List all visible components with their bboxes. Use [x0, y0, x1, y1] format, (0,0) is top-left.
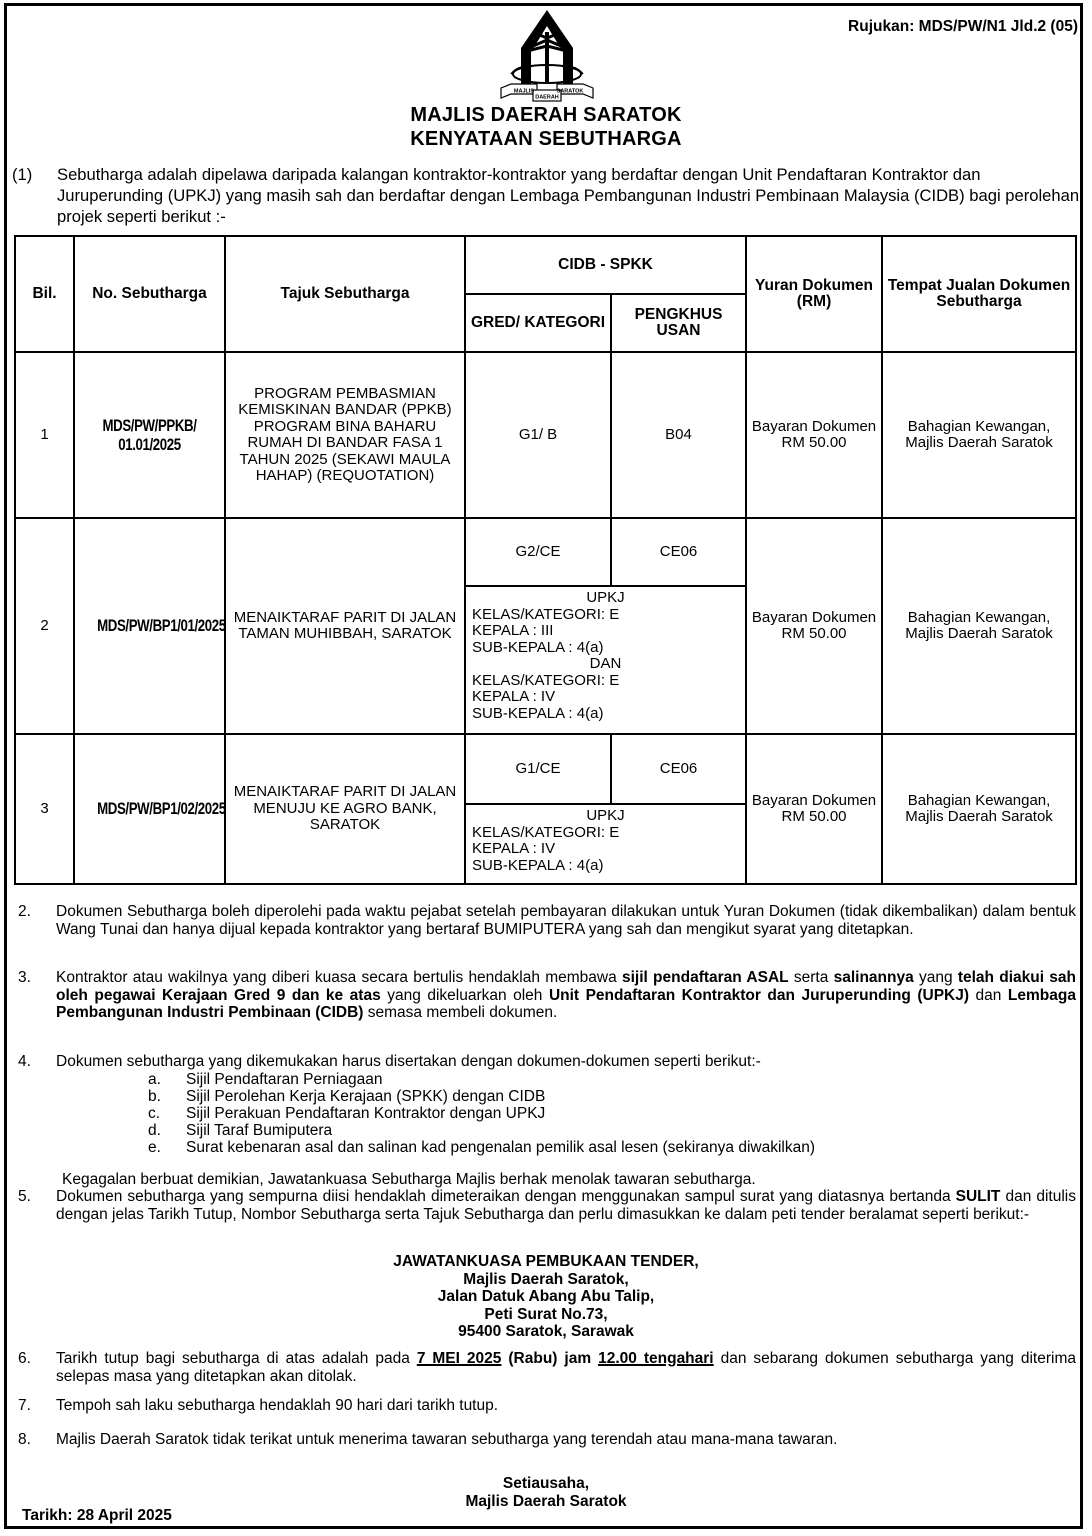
header-bil: Bil.	[15, 236, 74, 352]
row-tajuk: PROGRAM PEMBASMIAN KEMISKINAN BANDAR (PPKB) PROGRAM BINA BAHARU RUMAH DI BANDAR FASA 1 TAHUN 2025 (SEKAWI MAULA HAHAP) (REQUOTATION)	[225, 352, 465, 518]
required-documents-list	[148, 1071, 815, 1156]
failure-notice: Kegagalan berbuat demikian, Jawatankuasa Sebutharga Majlis berhak menolak tawaran sebutharga.	[62, 1171, 756, 1188]
header-pengkhususan: PENGKHUS USAN	[611, 294, 746, 352]
header-gred: GRED/ KATEGORI	[465, 294, 611, 352]
row-bil: 2	[15, 518, 74, 734]
row-tajuk: MENAIKTARAF PARIT DI JALAN MENUJU KE AGRO BANK, SARATOK	[225, 734, 465, 884]
tender-box-address: JAWATANKUASA PEMBUKAAN TENDER, Majlis Daerah Saratok, Jalan Datuk Abang Abu Talip, Peti Surat No.73, 95400 Saratok, Sarawak	[393, 1253, 699, 1340]
table-row	[15, 518, 1076, 586]
signatory-org: Majlis Daerah Saratok	[465, 1492, 627, 1510]
intro-paragraph	[12, 164, 1080, 227]
row-gred: G2/CE	[465, 518, 611, 586]
clause-7: 7. Tempoh sah laku sebutharga hendaklah 90 hari dari tarikh tutup.	[18, 1397, 499, 1414]
row-no: MDS/PW/PPKB/ 01.01/2025	[74, 352, 225, 518]
clause-6: 6. Tarikh tutup bagi sebutharga di atas adalah pada 7 MEI 2025 (Rabu) jam 12.00 tengahari dan sebarang dokumen sebutharga yang diterima selepas masa yang ditetapkan akan ditolak.	[18, 1350, 1076, 1385]
row-tempat: Bahagian Kewangan, Majlis Daerah Saratok	[882, 734, 1076, 884]
council-name: MAJLIS DAERAH SARATOK	[410, 104, 682, 126]
intro-number: (1)	[12, 165, 33, 184]
row-yuran: Bayaran Dokumen RM 50.00	[746, 734, 882, 884]
row-no: MDS/PW/BP1/01/2025	[74, 518, 225, 734]
clause-4: 4. Dokumen sebutharga yang dikemukakan harus disertakan dengan dokumen-dokumen seperti berikut:-	[18, 1053, 761, 1070]
row-pengkhususan: CE06	[611, 734, 746, 804]
closing-time: 12.00 tengahari	[598, 1350, 714, 1367]
list-item: d. Sijil Taraf Bumiputera	[148, 1122, 333, 1139]
table-row	[15, 352, 1076, 518]
row-bil: 1	[15, 352, 74, 518]
row-tempat: Bahagian Kewangan, Majlis Daerah Saratok	[882, 518, 1076, 734]
closing-date: 7 MEI 2025	[416, 1350, 502, 1367]
logo-text-daerah: DAERAH	[535, 94, 559, 101]
list-item: c. Sijil Perakuan Pendaftaran Kontraktor dengan UPKJ	[148, 1105, 546, 1122]
row-yuran: Bayaran Dokumen RM 50.00	[746, 352, 882, 518]
header-tajuk: Tajuk Sebutharga	[225, 236, 465, 352]
header-tempat: Tempat Jualan Dokumen Sebutharga	[882, 236, 1076, 352]
list-item: a. Sijil Pendaftaran Perniagaan	[148, 1071, 383, 1088]
row-pengkhususan: CE06	[611, 518, 746, 586]
logo-text-majlis: MAJLIS	[513, 88, 535, 95]
clause-8: 8. Majlis Daerah Saratok tidak terikat untuk menerima tawaran sebutharga yang terendah atau mana-mana tawaran.	[18, 1431, 838, 1448]
row-bil: 3	[15, 734, 74, 884]
header-yuran: Yuran Dokumen (RM)	[746, 236, 882, 352]
row-gred: G1/CE	[465, 734, 611, 804]
clause-2: 2. Dokumen Sebutharga boleh diperolehi pada waktu pejabat setelah pembayaran dilakukan untuk Yuran Dokumen (tidak dikembalikan) dalam bentuk Wang Tunai dan hanya dijual kepada kontraktor yang bertaraf BUMIPUTERA yang sah dan mengikut syarat yang ditetapkan.	[18, 903, 1076, 938]
row-no: MDS/PW/BP1/02/2025	[74, 734, 225, 884]
clause-3: 3. Kontraktor atau wakilnya yang diberi kuasa secara bertulis hendaklah membawa sijil pendaftaran ASAL serta salinannya yang telah diakui sah oleh pegawai Kerajaan Gred 9 dan ke atas yang dikeluarkan oleh Unit Pendaftaran Kontraktor dan Juruperunding (UPKJ) dan Lembaga Pembangunan Industri Pembinaan (CIDB) semasa membeli dokumen.	[18, 969, 1076, 1021]
list-item: b. Sijil Perolehan Kerja Kerajaan (SPKK) dengan CIDB	[148, 1088, 546, 1105]
logo-text-saratok: SARATOK	[556, 88, 584, 95]
reference-number: Rujukan: MDS/PW/N1 Jld.2 (05)	[848, 18, 1078, 35]
table-row	[15, 734, 1076, 804]
row-upkj-requirements: UPKJ KELAS/KATEGORI: E KEPALA : III SUB-KEPALA : 4(a) DAN KELAS/KATEGORI: E KEPALA : IV SUB-KEPALA : 4(a)	[465, 586, 746, 734]
signatory-block	[0, 1475, 1092, 1510]
notice-title: KENYATAAN SEBUTHARGA	[410, 128, 682, 150]
header-cidb-spkk: CIDB - SPKK	[465, 236, 746, 294]
signatory-title: Setiausaha,	[502, 1475, 590, 1492]
row-yuran: Bayaran Dokumen RM 50.00	[746, 518, 882, 734]
clause-5: 5. Dokumen sebutharga yang sempurna diisi hendaklah dimeteraikan dengan menggunakan sampul surat yang diatasnya bertanda SULIT dan ditulis dengan jelas Tarikh Tutup, Nombor Sebutharga serta Tajuk Sebutharga dan perlu dimasukkan ke dalam peti tender beralamat seperti berikut:-	[18, 1188, 1076, 1223]
majlis-daerah-saratok-logo	[491, 8, 603, 104]
header-no-sebutharga: No. Sebutharga	[74, 236, 225, 352]
quotation-table	[14, 235, 1077, 885]
row-gred: G1/ B	[465, 352, 611, 518]
row-upkj-requirements: UPKJ KELAS/KATEGORI: E KEPALA : IV SUB-KEPALA : 4(a)	[465, 804, 746, 884]
list-item: e. Surat kebenaran asal dan salinan kad pengenalan pemilik asal lesen (sekiranya diwakilkan)	[148, 1139, 815, 1156]
intro-text: Sebutharga adalah dipelawa daripada kalangan kontraktor-kontraktor yang berdaftar dengan Unit Pendaftaran Kontraktor dan Juruperunding (UPKJ) yang masih sah dan berdaftar dengan Lembaga Pembangunan Industri Pembinaan Malaysia (CIDB) bagi perolehan projek seperti berikut :-	[57, 165, 1080, 226]
row-tajuk: MENAIKTARAF PARIT DI JALAN TAMAN MUHIBBAH, SARATOK	[225, 518, 465, 734]
row-pengkhususan: B04	[611, 352, 746, 518]
row-tempat: Bahagian Kewangan, Majlis Daerah Saratok	[882, 352, 1076, 518]
notice-date: Tarikh: 28 April 2025	[22, 1507, 172, 1524]
